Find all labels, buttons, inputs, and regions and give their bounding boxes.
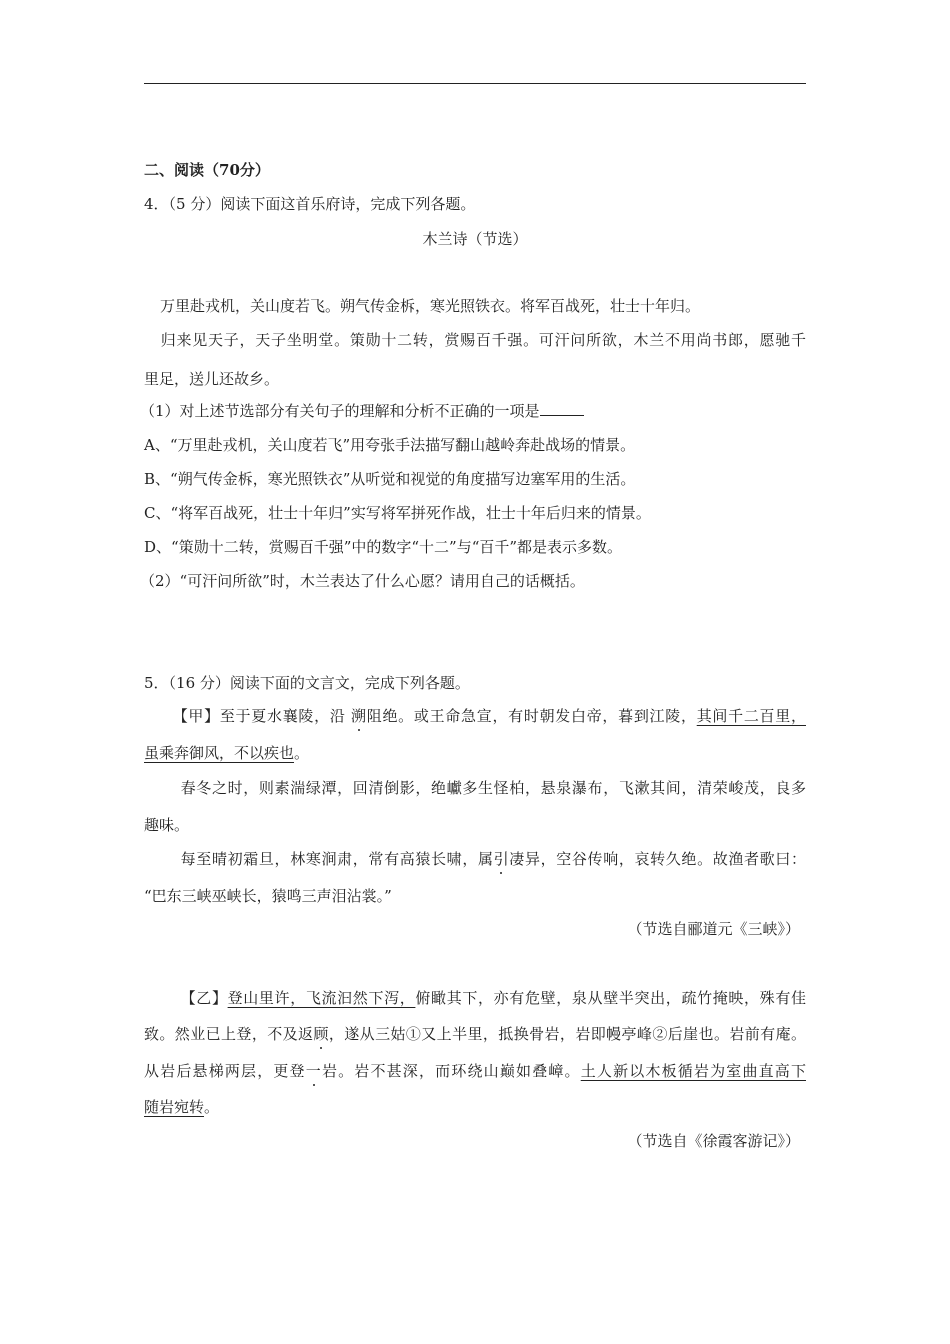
jia-line-2: 虽乘奔御风，不以疾也。 <box>144 744 310 762</box>
poem-line-3: 里足，送儿还故乡。 <box>144 370 280 388</box>
option-c: C、“将军百战死，壮士十年归”实写将军拼死作战，壮士十年后归来的情景。 <box>144 504 651 522</box>
section-heading: 二、阅读（70分） <box>144 161 270 179</box>
yi-source: （节选自《徐霞客游记》） <box>627 1132 800 1150</box>
answer-blank[interactable] <box>540 401 584 416</box>
poem-line-2: 归来见天子，天子坐明堂。策勋十二转，赏赐百千强。可汗问所欲，木兰不用尚书郎，愿驰千 <box>160 331 806 349</box>
question-5-stem: 5．（16 分）阅读下面的文言文，完成下列各题。 <box>144 674 470 692</box>
sub-question-1: （1）对上述节选部分有关句子的理解和分析不正确的一项是 <box>140 401 584 421</box>
yi-line-3: 从岩后悬梯两层，更登一岩。岩不甚深，而环绕山巅如叠嶂。土人新以木板循岩为室曲直高下 <box>144 1062 806 1080</box>
yi-line-4: 随岩宛转。 <box>144 1098 220 1116</box>
jia-para2-line-1: 春冬之时，则素湍绿潭，回清倒影，绝巘多生怪柏，悬泉瀑布，飞漱其间，清荣峻茂，良多 <box>180 779 806 797</box>
poem-line-1: 万里赴戎机，关山度若飞。朔气传金柝，寒光照铁衣。将军百战死，壮士十年归。 <box>160 297 701 315</box>
jia-source: （节选自郦道元《三峡》） <box>627 920 800 938</box>
poem-title: 木兰诗（节选） <box>422 230 528 248</box>
jia-para3-line-1: 每至晴初霜旦，林寒涧肃，常有高猿长啸，属引凄异，空谷传响，哀转久绝。故渔者歌曰： <box>180 850 806 868</box>
header-rule <box>144 83 806 84</box>
jia-para3-line-2: “巴东三峡巫峡长，猿鸣三声泪沾裳。” <box>144 887 392 905</box>
yi-line-2: 致。然业已上登，不及返顾，遂从三姑①又上半里，抵换骨岩，岩即幔亭峰②后崖也。岩前有庵。 <box>144 1025 806 1043</box>
option-d: D、“策勋十二转，赏赐百千强”中的数字“十二”与“百千”都是表示多数。 <box>144 538 623 556</box>
option-b: B、“朔气传金柝，寒光照铁衣”从听觉和视觉的角度描写边塞军用的生活。 <box>144 470 636 488</box>
jia-line-1: 【甲】至于夏水襄陵，沿 溯阻绝。或王命急宣，有时朝发白帝，暮到江陵，其间千二百里， <box>172 707 806 725</box>
question-4-stem: 4．（5 分）阅读下面这首乐府诗，完成下列各题。 <box>144 195 476 213</box>
jia-para2-line-2: 趣味。 <box>144 816 190 834</box>
sub-question-2: （2）“可汗问所欲”时，木兰表达了什么心愿？请用自己的话概括。 <box>140 572 585 590</box>
option-a: A、“万里赴戎机，关山度若飞”用夸张手法描写翻山越岭奔赴战场的情景。 <box>144 436 636 454</box>
yi-line-1: 【乙】登山里许，飞流汩然下泻，俯瞰其下，亦有危壁，泉从壁半突出，疏竹掩映，殊有佳 <box>180 989 806 1007</box>
